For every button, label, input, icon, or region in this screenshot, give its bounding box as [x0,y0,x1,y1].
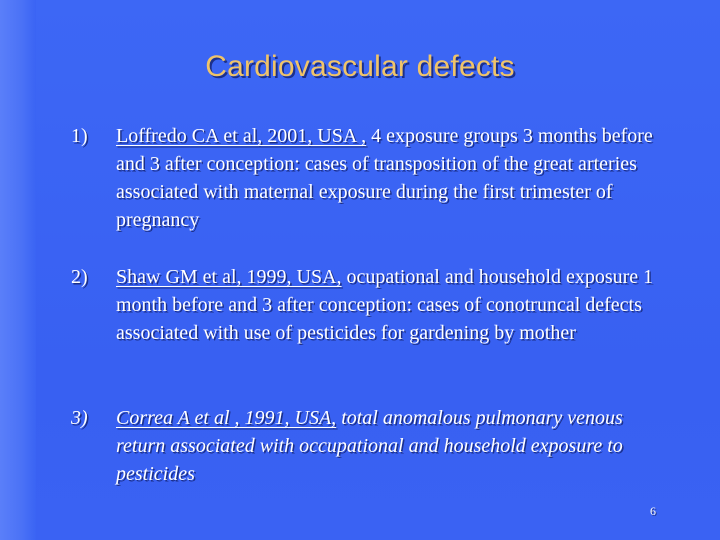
item-text [116,404,676,488]
item-text [116,263,676,347]
item-description: 4 exposure groups 3 months before and 3 after conception: cases of transposition of the great arteries associated with maternal exposure during the first trimester of pregnancy [116,125,653,231]
item-description: ocupational and household exposure 1 month before and 3 after conception: cases of conotruncal defects associated with use of pesticides for gardening by mother [116,266,654,344]
item-reference: Correa A et al , 1991, USA, [116,407,337,429]
page-number: 6 [650,504,656,518]
item-number: 1) [71,125,88,147]
item-reference: Loffredo CA et al, 2001, USA , [116,125,367,147]
item-description: total anomalous pulmonary venous return associated with occupational and household exposure to pesticides [116,407,623,485]
slide-title: Cardiovascular defects [205,50,515,83]
item-text [116,122,676,234]
item-number: 2) [71,266,88,288]
item-number: 3) [71,407,88,429]
item-reference: Shaw GM et al, 1999, USA, [116,266,342,288]
